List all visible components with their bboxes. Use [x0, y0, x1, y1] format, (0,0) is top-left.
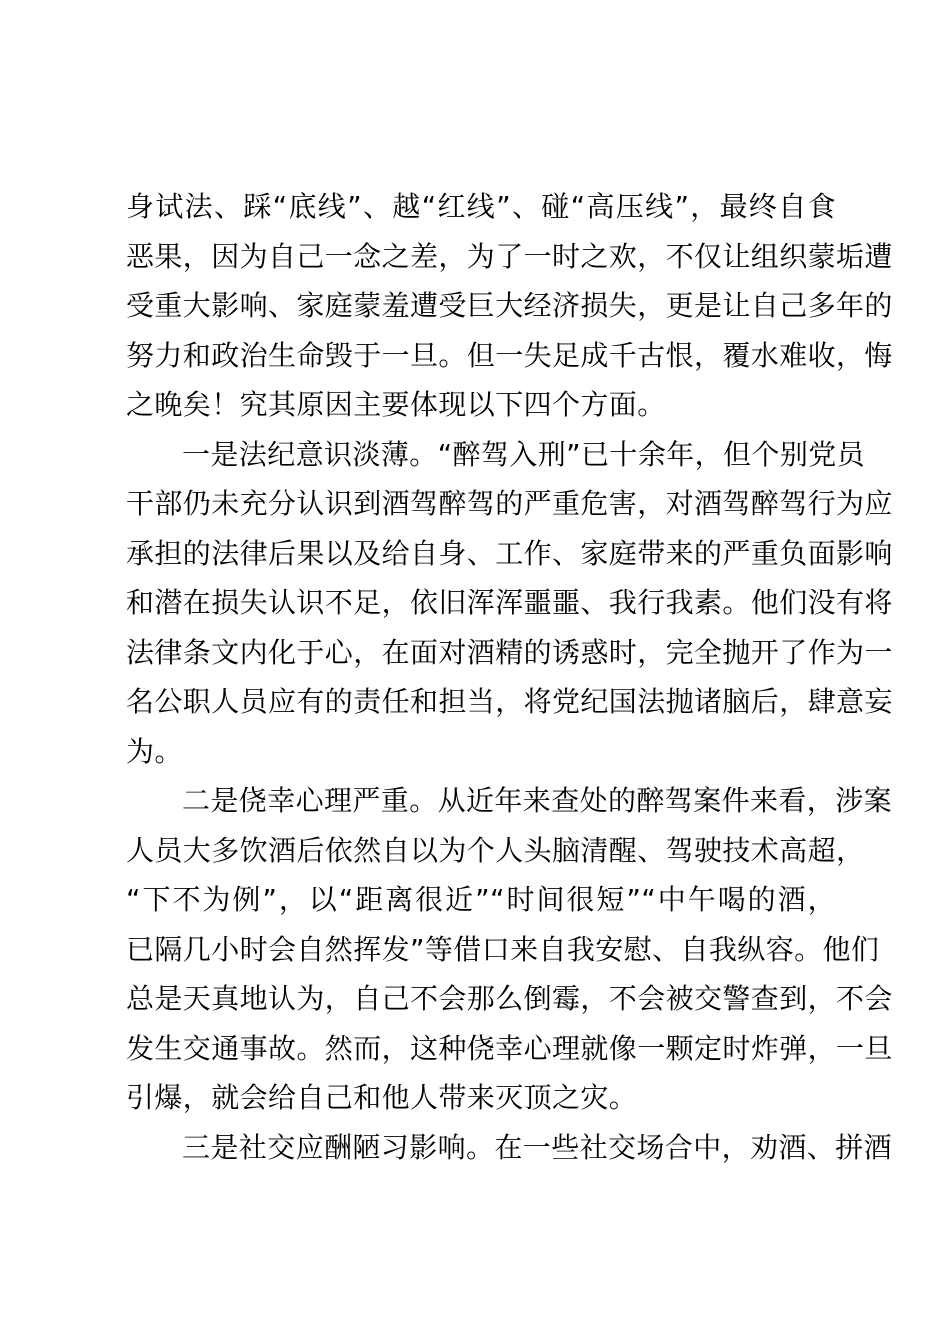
- text-line: “下不为例”，以“距离很近”“时间很短”“中午喝的酒，: [126, 883, 836, 916]
- text-line: 为。: [126, 734, 183, 768]
- text-line: 名公职人员应有的责任和担当，将党纪国法抛诸脑后，肆意妄: [126, 685, 893, 718]
- text-line: 总是天真地认为，自己不会那么倒霉，不会被交警查到，不会: [126, 982, 893, 1015]
- text-line: 受重大影响、家庭蒙羞遭受巨大经济损失，更是让自己多年的: [126, 289, 893, 322]
- text-line: 发生交通事故。然而，这种侥幸心理就像一颗定时炸弹，一旦: [126, 1031, 893, 1065]
- text-line: 人员大多饮酒后依然自以为个人头脑清醒、驾驶技术高超，: [126, 833, 865, 867]
- text-line: 引爆，就会给自己和他人带来灭顶之灾。: [126, 1081, 638, 1114]
- text-line: 身试法、踩“底线”、越“红线”、碰“高压线”，最终自食: [126, 190, 836, 223]
- text-line: 三是社交应酬陋习影响。在一些社交场合中，劝酒、拼酒: [182, 1130, 893, 1164]
- text-line: 恶果，因为自己一念之差，为了一时之欢，不仅让组织蒙垢遭: [126, 239, 893, 273]
- text-line: 法律条文内化于心，在面对酒精的诱惑时，完全抛开了作为一: [126, 635, 893, 669]
- text-line: 承担的法律后果以及给自身、工作、家庭带来的严重负面影响: [126, 536, 893, 570]
- text-line: 已隔几小时会自然挥发”等借口来自我安慰、自我纵容。他们: [126, 932, 880, 966]
- text-line: 之晚矣！究其原因主要体现以下四个方面。: [126, 388, 666, 421]
- body-text: [126, 182, 893, 1172]
- text-line: 努力和政治生命毁于一旦。但一失足成千古恨，覆水难收，悔: [126, 338, 893, 372]
- text-line: 干部仍未充分认识到酒驾醉驾的严重危害，对酒驾醉驾行为应: [126, 487, 893, 520]
- text-line: 一是法纪意识淡薄。“醉驾入刑”已十余年，但个别党员: [182, 437, 866, 471]
- text-line: 二是侥幸心理严重。从近年来查处的醉驾案件来看，涉案: [182, 784, 893, 817]
- text-line: 和潜在损失认识不足，依旧浑浑噩噩、我行我素。他们没有将: [126, 586, 893, 619]
